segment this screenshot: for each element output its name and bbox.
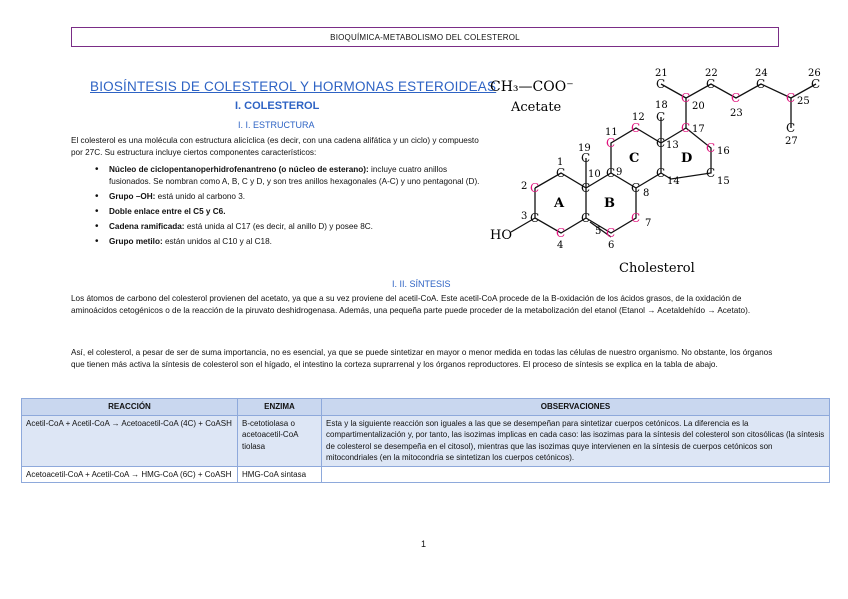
carbon-atom: C bbox=[656, 136, 666, 150]
carbon-number: 1 bbox=[557, 157, 564, 168]
carbon-number: 9 bbox=[616, 167, 623, 178]
carbon-atom: C bbox=[631, 181, 641, 195]
carbon-number: 26 bbox=[808, 68, 821, 79]
carbon-number: 12 bbox=[632, 112, 645, 123]
carbon-number: 18 bbox=[655, 100, 668, 111]
cholesterol-label: Cholesterol bbox=[619, 261, 695, 276]
carbon-number: 7 bbox=[645, 218, 652, 229]
carbon-number: 13 bbox=[666, 140, 679, 151]
subsection-structure-title: I. I. ESTRUCTURA bbox=[238, 120, 315, 130]
ring-label-d: D bbox=[681, 151, 693, 166]
carbon-atom: C bbox=[706, 77, 716, 91]
cholesterol-structure-figure bbox=[485, 62, 835, 284]
carbon-atom: C bbox=[681, 121, 691, 135]
carbon-number: 11 bbox=[605, 127, 618, 138]
carbon-number: 10 bbox=[588, 169, 601, 180]
carbon-atom: C bbox=[581, 181, 591, 195]
observations-cell bbox=[322, 466, 830, 483]
carbon-number: 20 bbox=[692, 101, 705, 112]
carbon-numbers bbox=[521, 68, 821, 251]
carbon-atom: C bbox=[656, 166, 666, 180]
carbon-number: 19 bbox=[578, 143, 591, 154]
carbon-number: 16 bbox=[717, 146, 730, 157]
carbon-atom: C bbox=[811, 77, 821, 91]
carbon-atom: C bbox=[706, 141, 716, 155]
bullet-nucleus: • Núcleo de ciclopentanoperhidrofenantreno (o núcleo de esterano): incluye cuatro anillos fusionados. Se nombran como A, B, C y D, y son tres anillos hexagonales (A-C) y uno pentagonal (D). bbox=[95, 164, 485, 188]
acetate-formula: CH₃—COO⁻ bbox=[490, 79, 574, 95]
carbon-number: 14 bbox=[667, 176, 680, 187]
carbon-atom: C bbox=[756, 77, 766, 91]
enzyme-cell: HMG-CoA sintasa bbox=[238, 466, 322, 483]
carbon-atom: C bbox=[731, 91, 741, 105]
enzyme-cell: B-cetotiolasa o acetoacetil-CoA tiolasa bbox=[238, 415, 322, 466]
carbon-atom: C bbox=[606, 166, 616, 180]
carbon-number: 22 bbox=[705, 68, 718, 79]
column-header-reaction: REACCIÓN bbox=[22, 399, 238, 416]
carbon-atom: C bbox=[556, 226, 566, 240]
carbon-atom: C bbox=[786, 121, 796, 135]
observations-cell: Esta y la siguiente reacción son iguales a las que se desempeñan para sintetizar cuerpos cetónicos. La diferencia es la compartimentalización y, por tanto, las isozimas implicas en cada caso: las isozimas para la síntesis del colesterol son citosólicas (la síntesis de colesterol se desempeña en el citosol), mientras que las isozimas quye intervienen en la síntesis de cuerpos cetónicos son mitocondriales (en la mitocondria se sintetizan los cuerpos cetónicos). bbox=[322, 415, 830, 466]
carbon-number: 2 bbox=[521, 181, 528, 192]
structure-bullet-list bbox=[95, 164, 485, 251]
synthesis-table bbox=[21, 398, 830, 483]
reaction-cell: Acetoacetil-CoA + Acetil-CoA → HMG-CoA (6C) + CoASH bbox=[22, 466, 238, 483]
ho-label: HO bbox=[490, 228, 512, 243]
ring-label-b: B bbox=[604, 196, 615, 211]
carbon-number: 17 bbox=[692, 124, 705, 135]
carbon-atom: C bbox=[556, 166, 566, 180]
table-row bbox=[22, 415, 830, 466]
carbon-number: 23 bbox=[730, 108, 743, 119]
carbon-atom: C bbox=[631, 211, 641, 225]
carbon-number: 4 bbox=[557, 240, 564, 251]
header-banner bbox=[71, 27, 779, 47]
carbon-number: 15 bbox=[717, 176, 730, 187]
carbon-number: 25 bbox=[797, 96, 810, 107]
section-title: I. COLESTEROL bbox=[235, 100, 320, 112]
bullet-branched-chain: • Cadena ramificada: está unida al C17 (es decir, al anillo D) y posee 8C. bbox=[95, 221, 485, 233]
carbon-number: 5 bbox=[595, 226, 602, 237]
bullet-methyl-group: • Grupo metilo: están unidos al C10 y al C18. bbox=[95, 236, 485, 248]
table-header-row bbox=[22, 399, 830, 416]
acetate-label: Acetate bbox=[511, 100, 562, 115]
synthesis-paragraph-1: Los átomos de carbono del colesterol provienen del acetato, ya que a su vez proviene del acetil-CoA. Este acetil-CoA procede de la B-oxidación de los ácidos grasos, de la oxidación de aminoácidos cetogénicos o de la reacción de la piruvato deshidrogenasa. Además, una pequeña parte puede proceder de la metabolización del etanol (Etanol → Acetaldehído → Acetato). bbox=[71, 294, 751, 315]
ring-label-a: A bbox=[554, 196, 565, 211]
carbon-atom: C bbox=[530, 211, 540, 225]
column-header-enzyme: ENZIMA bbox=[238, 399, 322, 416]
carbon-atom: C bbox=[786, 91, 796, 105]
carbon-atoms bbox=[530, 77, 820, 240]
reaction-cell: Acetil-CoA + Acetil-CoA → Acetoacetil-CoA (4C) + CoASH bbox=[22, 415, 238, 466]
carbon-atom: C bbox=[530, 181, 540, 195]
carbon-number: 3 bbox=[521, 211, 528, 222]
carbon-number: 27 bbox=[785, 136, 798, 147]
synthesis-paragraph-2: Así, el colesterol, a pesar de ser de suma importancia, no es esencial, ya que se puede sintetizar en mayor o menor medida en todas las células de nuestro organismo. No obstante, los órganos que tienen más activa la síntesis de colesterol son el hígado, el intestino la corteza suprarrenal y los órganos reproductores. El proceso de síntesis se explica en la tabla de abajo. bbox=[71, 348, 773, 369]
carbon-atom: C bbox=[581, 211, 591, 225]
document-title: BIOSÍNTESIS DE COLESTEROL Y HORMONAS ESTEROIDEAS bbox=[90, 79, 497, 94]
carbon-atom: C bbox=[606, 136, 616, 150]
subsection-synthesis-title: I. II. SÍNTESIS bbox=[392, 279, 451, 289]
carbon-atom: C bbox=[631, 121, 641, 135]
carbon-atom: C bbox=[656, 77, 666, 91]
page-number: 1 bbox=[421, 539, 427, 549]
carbon-number: 8 bbox=[643, 188, 650, 199]
carbon-atom: C bbox=[706, 166, 716, 180]
bullet-double-bond: • Doble enlace entre el C5 y C6. bbox=[95, 206, 485, 218]
carbon-atom: C bbox=[656, 110, 666, 124]
carbon-atom: C bbox=[606, 226, 616, 240]
carbon-number: 6 bbox=[608, 240, 615, 251]
carbon-number: 21 bbox=[655, 68, 668, 79]
bullet-oh-group: • Grupo –OH: está unido al carbono 3. bbox=[95, 191, 485, 203]
carbon-atom: C bbox=[681, 91, 691, 105]
column-header-observations: OBSERVACIONES bbox=[322, 399, 830, 416]
carbon-number: 24 bbox=[755, 68, 768, 79]
table-row bbox=[22, 466, 830, 483]
intro-paragraph: El colesterol es una molécula con estructura alicíclica (es decir, con una cadena alifática y un ciclo) y compuesto por 27C. Su estructura incluye ciertos componentes característicos: bbox=[71, 136, 479, 157]
header-title: BIOQUÍMICA-METABOLISMO DEL COLESTEROL bbox=[330, 33, 520, 42]
carbon-atom: C bbox=[581, 151, 591, 165]
ring-label-c: C bbox=[629, 151, 640, 166]
